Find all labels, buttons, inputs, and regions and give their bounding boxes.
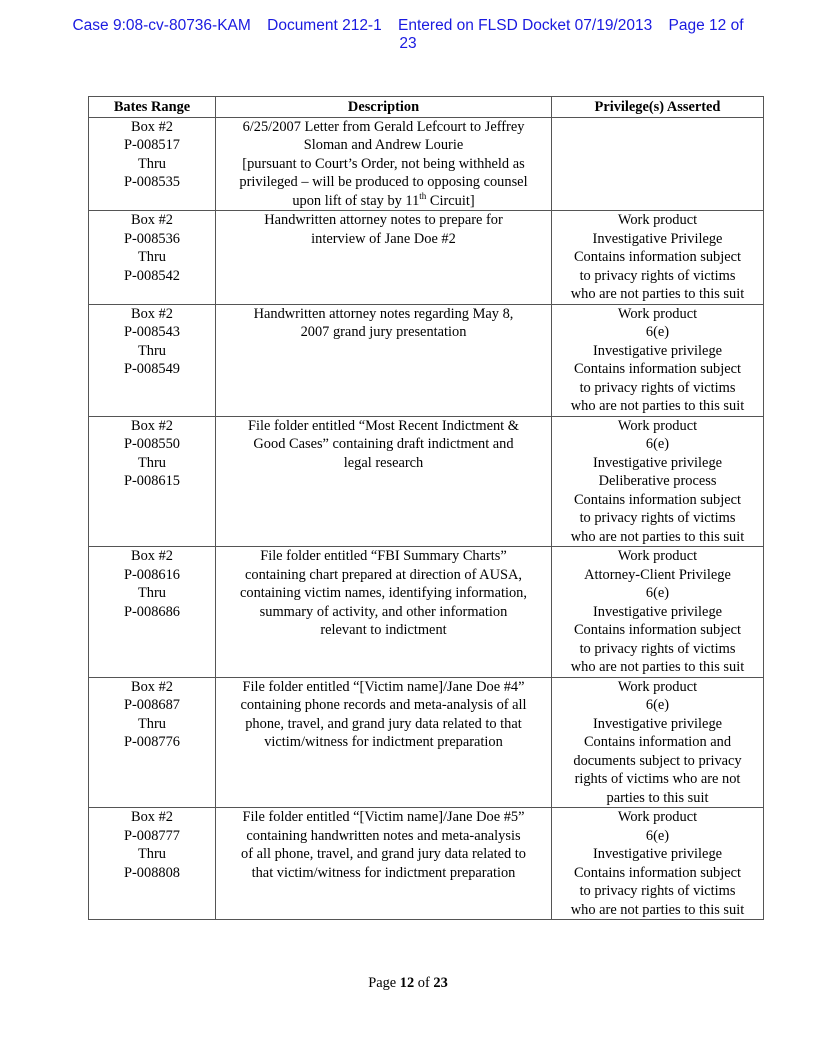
cell-line: Contains information subject [573, 249, 742, 265]
cell-line: Thru [138, 846, 166, 862]
cell-line: to privacy rights of victims [579, 267, 736, 284]
table-row [89, 416, 764, 547]
description-cell [216, 304, 552, 416]
bates-range-cell [89, 304, 216, 416]
cell-line: Contains information subject [573, 491, 742, 508]
cell-line: 6(e) [645, 827, 670, 844]
cell-line: who are not parties to this suit [570, 286, 745, 302]
column-header: Bates Range [89, 97, 216, 118]
cell-line: Work product [617, 548, 698, 564]
bates-range-cell [89, 547, 216, 678]
cell-line: Investigative privilege [592, 715, 723, 732]
docket-entry: Entered on FLSD Docket 07/19/2013 [398, 17, 653, 34]
document-number: Document 212-1 [267, 17, 382, 34]
cell-line: phone, travel, and grand jury data related to that [245, 715, 522, 732]
cell-line: Work product [617, 678, 698, 695]
cell-line: P-008549 [124, 361, 180, 377]
cell-line: P-008686 [124, 603, 180, 620]
description-cell [216, 677, 552, 808]
table-row [89, 211, 764, 305]
cell-line: Thru [138, 342, 166, 359]
cell-line: Box #2 [131, 417, 173, 434]
table-row [89, 117, 764, 211]
cell-line: Investigative privilege [592, 454, 723, 471]
footer-total-pages: 23 [433, 975, 448, 991]
header-page-total: 23 [399, 35, 417, 52]
cell-line: File folder entitled “Most Recent Indictment & [248, 417, 519, 434]
privileges-cell [552, 677, 764, 808]
cell-line: victim/witness for indictment preparation [264, 734, 503, 750]
cell-line: P-008535 [124, 174, 180, 190]
cell-line: Deliberative process [598, 473, 717, 489]
cell-line: to privacy rights of victims [579, 640, 736, 657]
cell-line: File folder entitled “FBI Summary Charts” [260, 548, 507, 564]
bates-range-cell [89, 416, 216, 547]
cell-line: Handwritten attorney notes regarding May 8, [253, 305, 514, 322]
cell-line: 6/25/2007 Letter from Gerald Lefcourt to Jeffrey [242, 118, 525, 135]
cell-line: to privacy rights of victims [579, 379, 736, 396]
cell-line: P-008542 [124, 267, 180, 284]
privileges-cell [552, 808, 764, 920]
privileges-cell [552, 547, 764, 678]
cell-line: who are not parties to this suit [570, 528, 745, 545]
cell-line: P-008615 [124, 473, 180, 489]
cell-line: Box #2 [131, 548, 173, 564]
cell-line: who are not parties to this suit [570, 398, 745, 414]
table-row [89, 304, 764, 416]
cell-line: Box #2 [131, 678, 173, 695]
cell-line: Work product [617, 305, 698, 322]
cell-line: to privacy rights of victims [579, 510, 736, 526]
column-header: Description [216, 97, 552, 118]
header-page-number: Page 12 of [668, 17, 744, 34]
case-number: Case 9:08-cv-80736-KAM [72, 17, 251, 34]
cell-line: P-008777 [124, 827, 180, 844]
cell-line: File folder entitled “[Victim name]/Jane Doe #4” [242, 678, 525, 695]
cell-line: Thru [138, 249, 166, 265]
table-row [89, 808, 764, 920]
description-cell [216, 416, 552, 547]
cell-line: relevant to indictment [320, 622, 447, 638]
cell-line: containing handwritten notes and meta-analysis [246, 827, 521, 844]
cell-line: P-008536 [124, 230, 180, 247]
cell-line: Attorney-Client Privilege [584, 566, 731, 583]
cell-line: containing chart prepared at direction of AUSA, [245, 566, 522, 583]
cell-line: Handwritten attorney notes to prepare for [264, 212, 503, 228]
cell-line: Sloman and Andrew Lourie [303, 137, 464, 153]
cell-line: Box #2 [131, 305, 173, 322]
cell-line: parties to this suit [606, 789, 709, 806]
cell-line: to privacy rights of victims [579, 883, 736, 899]
cell-line: P-008808 [124, 864, 180, 881]
page-footer: Page 12 of 23 [368, 975, 448, 991]
cell-line: Thru [138, 454, 166, 471]
privileges-cell [552, 416, 764, 547]
cell-line: P-008776 [124, 734, 180, 750]
cell-line: Box #2 [131, 809, 173, 825]
privilege-log-table [88, 96, 764, 920]
cell-line: of all phone, travel, and grand jury data related to [241, 846, 526, 862]
cell-line: legal research [343, 454, 424, 471]
cell-line: Contains information and [583, 734, 732, 750]
cell-line: 6(e) [645, 436, 670, 452]
cell-line: P-008543 [124, 324, 180, 340]
description-cell [216, 117, 552, 211]
cell-line: Thru [138, 585, 166, 601]
description-cell [216, 211, 552, 305]
cell-line: containing phone records and meta-analysis of all [240, 697, 527, 713]
cell-line: P-008517 [124, 137, 180, 153]
table-row [89, 677, 764, 808]
cell-line: documents subject to privacy [573, 752, 742, 769]
cell-line: Good Cases” containing draft indictment and [253, 436, 514, 452]
cell-line: Investigative privilege [592, 846, 723, 862]
table-header-row [89, 97, 764, 118]
cell-line: P-008687 [124, 697, 180, 713]
cell-line: Box #2 [131, 212, 173, 228]
privileges-cell [552, 117, 764, 211]
cell-line: Investigative privilege [592, 603, 723, 620]
cell-line: File folder entitled “[Victim name]/Jane Doe #5” [242, 809, 525, 825]
cell-line: containing victim names, identifying information, [240, 585, 527, 601]
table-row [89, 547, 764, 678]
privileges-cell [552, 211, 764, 305]
cell-line: Contains information subject [573, 622, 742, 638]
cell-line: Investigative Privilege [592, 230, 723, 247]
cell-line: privileged – will be produced to opposing counsel [239, 174, 528, 190]
description-cell [216, 808, 552, 920]
bates-range-cell [89, 211, 216, 305]
cell-line: Contains information subject [573, 864, 742, 881]
cell-line: 6(e) [645, 697, 670, 713]
cell-line: upon lift of stay by 11th Circuit] [292, 190, 475, 209]
cell-line: rights of victims who are not [574, 771, 741, 787]
cell-line: Investigative privilege [592, 342, 723, 359]
cell-line: Box #2 [131, 118, 173, 135]
cell-line: P-008616 [124, 566, 180, 583]
cell-line: summary of activity, and other information [259, 603, 508, 620]
cell-line: Work product [617, 809, 698, 825]
privileges-cell [552, 304, 764, 416]
cell-line: 2007 grand jury presentation [300, 324, 467, 340]
bates-range-cell [89, 117, 216, 211]
cell-line: Work product [617, 212, 698, 228]
cell-line: [pursuant to Court’s Order, not being withheld as [242, 155, 525, 172]
bates-range-cell [89, 808, 216, 920]
docket-header [50, 17, 766, 53]
cell-line: Thru [138, 715, 166, 732]
footer-current-page: 12 [399, 975, 415, 991]
description-cell [216, 547, 552, 678]
cell-line: 6(e) [645, 324, 670, 340]
cell-line: who are not parties to this suit [570, 901, 745, 918]
cell-line: P-008550 [124, 436, 180, 452]
cell-line: Thru [138, 155, 166, 172]
cell-line: Work product [617, 417, 698, 434]
cell-line: that victim/witness for indictment preparation [251, 864, 516, 881]
cell-line: Contains information subject [573, 361, 742, 377]
cell-line: 6(e) [645, 585, 670, 601]
cell-line: interview of Jane Doe #2 [311, 230, 456, 247]
bates-range-cell [89, 677, 216, 808]
column-header: Privilege(s) Asserted [552, 97, 764, 118]
cell-line: who are not parties to this suit [570, 659, 745, 675]
